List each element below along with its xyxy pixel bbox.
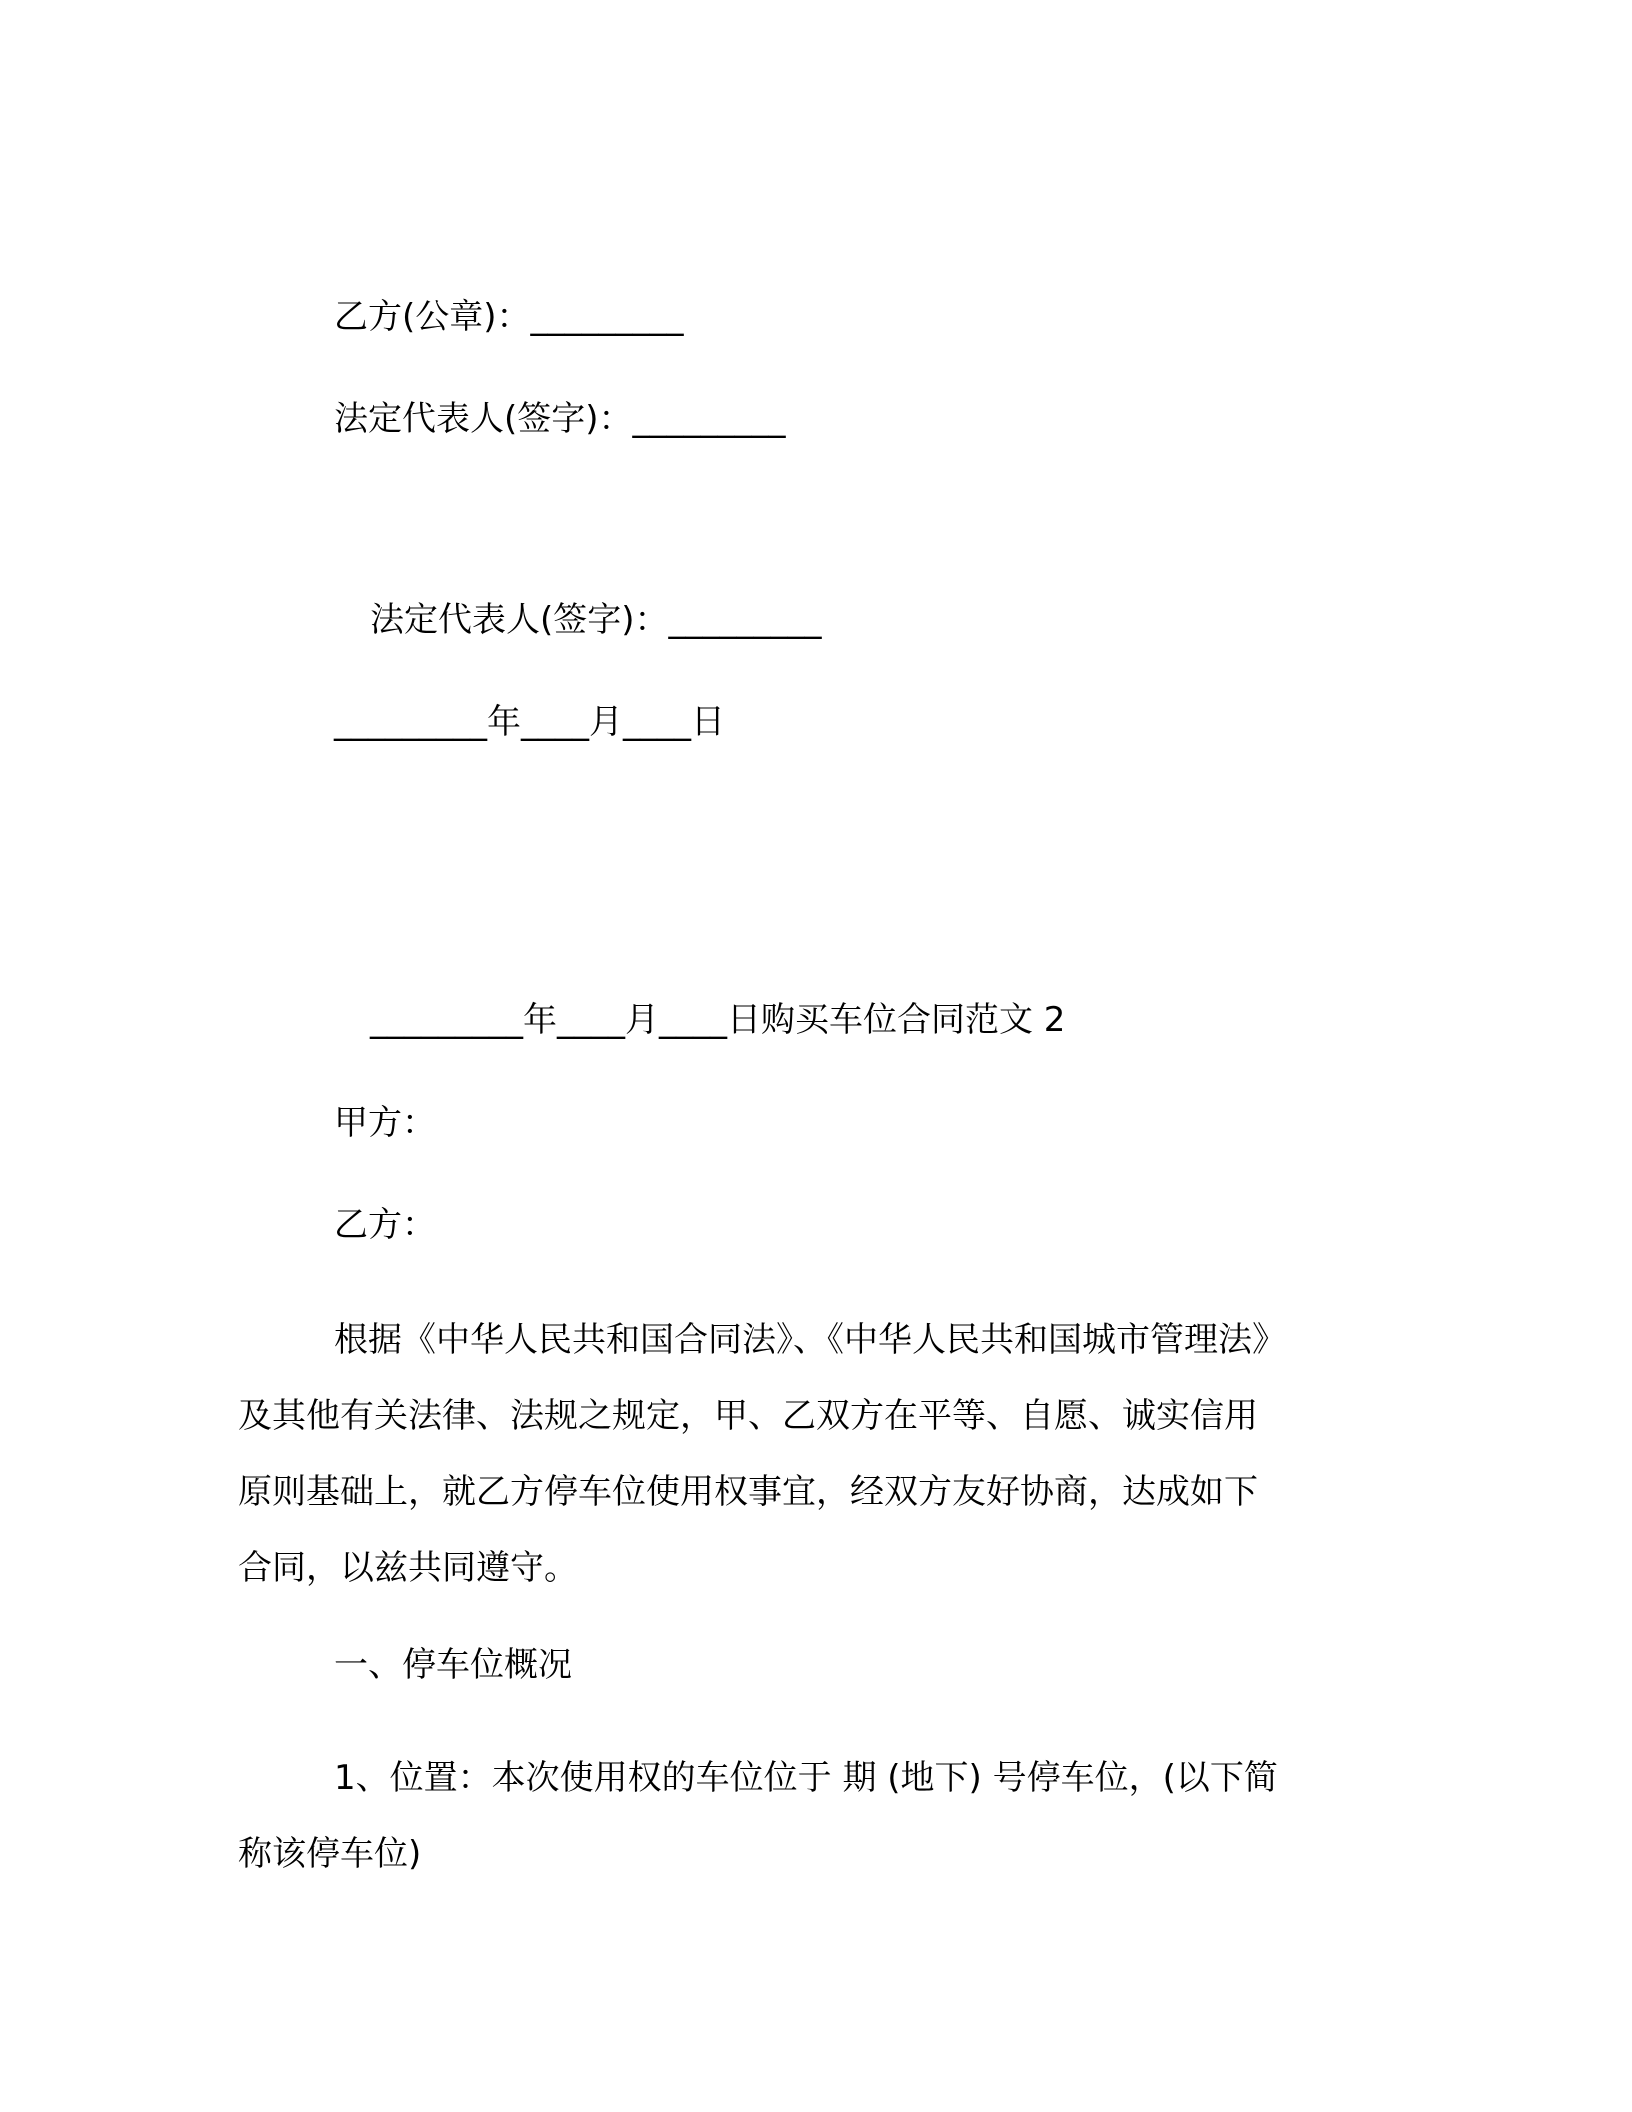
preamble-line-3: 原则基础上，就乙方停车位使用权事宜，经双方友好协商，达成如下: [238, 1472, 1258, 1512]
item-1-line-2: 称该停车位): [238, 1834, 422, 1874]
party-b-seal-line: 乙方(公章)：_________: [334, 297, 684, 337]
party-b-label: 乙方：: [334, 1205, 436, 1245]
legal-representative-line: 法定代表人(签字)：_________: [334, 399, 786, 439]
party-a-label: 甲方：: [334, 1103, 436, 1143]
document-title: _________年____月____日购买车位合同范文 2: [370, 1000, 1066, 1040]
preamble-line-4: 合同，以兹共同遵守。: [238, 1548, 578, 1588]
item-1-paragraph: [238, 1740, 1398, 1892]
preamble-line-1: 根据《中华人民共和国合同法》、《中华人民共和国城市管理法》: [334, 1320, 1286, 1360]
preamble-line-2: 及其他有关法律、法规之规定，甲、乙双方在平等、自愿、诚实信用: [238, 1396, 1258, 1436]
signing-date-line: _________年____月____日: [334, 702, 725, 742]
item-1-line-1: 1、位置：本次使用权的车位位于 期 (地下) 号停车位，(以下简: [334, 1758, 1278, 1798]
legal-representative-line-2: 法定代表人(签字)：_________: [370, 600, 822, 640]
section-heading-parking-overview: 一、停车位概况: [334, 1645, 572, 1685]
preamble-paragraph: [238, 1302, 1398, 1606]
